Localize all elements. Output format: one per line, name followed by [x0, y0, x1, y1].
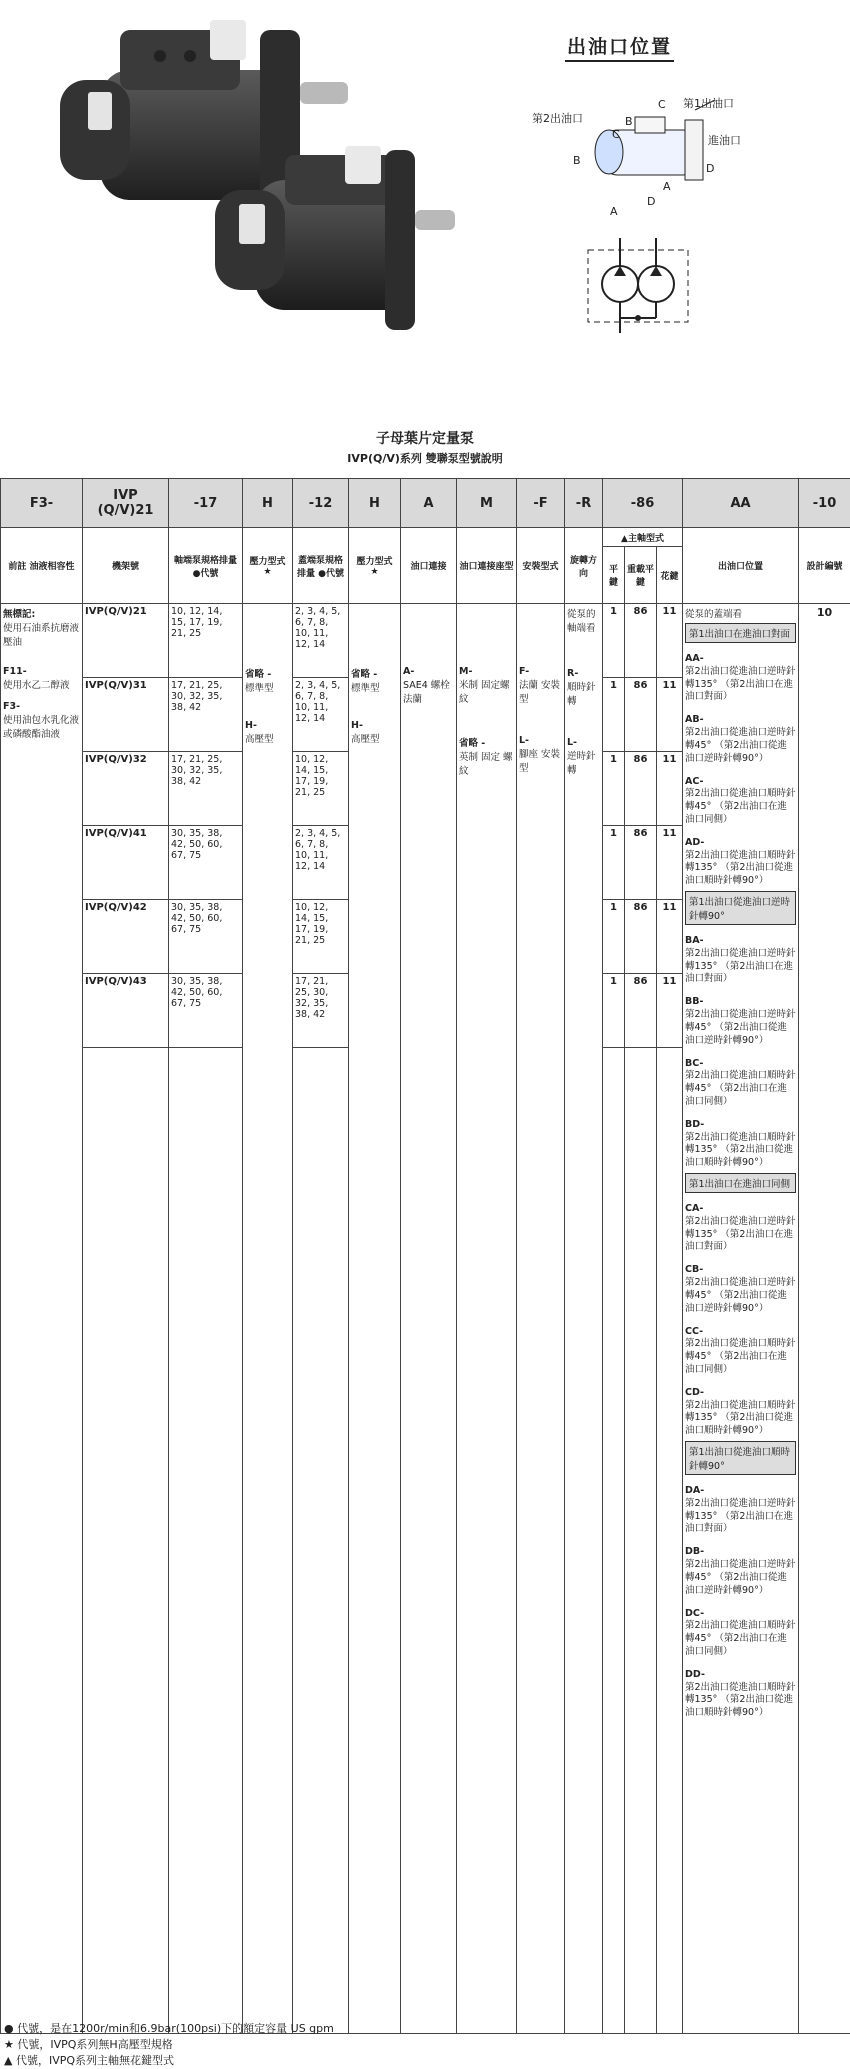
outlet-option-text: 第2出油口從進油口順時針轉135° （第2出油口從進油口順時針轉90°）: [685, 1131, 796, 1169]
pressure-1-high-code: H-: [245, 720, 257, 731]
outlet-option-text: 第2出油口從進油口順時針轉135° （第2出油口從進油口順時針轉90°）: [685, 1399, 796, 1437]
letter-a1: A: [663, 180, 671, 193]
mount-f-desc: 法蘭 安裝型: [519, 680, 561, 705]
fluid-n2: F11-: [3, 666, 27, 677]
code-outlet: AA: [683, 479, 799, 528]
outlet-option-code: CB-: [685, 1264, 704, 1276]
outlet-option: [685, 1058, 796, 1109]
code-fluid: F3-: [1, 479, 83, 528]
outlet-group-box: 第1出油口在進油口對面: [685, 623, 796, 643]
key-c-cell: 11: [657, 752, 683, 826]
outlet-option: [685, 1203, 796, 1254]
desc-frame: 機架號: [83, 528, 169, 604]
outlet-option-text: 第2出油口從進油口順時針轉45° （第2出油口在進油口同側）: [685, 1620, 796, 1657]
code-port-conn: A: [401, 479, 457, 528]
port-seat-m-code: M-: [459, 666, 473, 677]
key-c-cell: 11: [657, 604, 683, 678]
rotation-note: 從泵的軸端看: [567, 609, 596, 634]
key-a-cell: 1: [603, 900, 625, 974]
cover-disp-cell: 2, 3, 4, 5, 6, 7, 8, 10, 11, 12, 14: [293, 826, 349, 900]
desc-shaft-type: ▲主軸型式: [603, 528, 683, 547]
key-c-cell: 11: [657, 974, 683, 1048]
key-b-cell: 86: [625, 604, 657, 678]
code-mount: -F: [517, 479, 565, 528]
outlet-option: [685, 653, 796, 704]
outlet-option-text: 第2出油口從進油口順時針轉45° （第2出油口在進油口同側）: [685, 788, 796, 825]
mount-l-desc: 腳座 安裝型: [519, 749, 561, 774]
fluid-n1d: 使用石油系抗磨液壓油: [3, 623, 80, 648]
shaft-empty: [169, 1048, 243, 2034]
outlet-option-code: AD-: [685, 836, 705, 848]
port-conn-cell: [401, 604, 457, 2034]
code-design: -10: [799, 479, 850, 528]
desc-pressure-2: 壓力型式 ★: [349, 528, 401, 604]
pressure-2-high-code: H-: [351, 720, 363, 731]
outlet-option: [685, 714, 796, 765]
footnote-1: ● 代號，是在1200r/min和6.9bar(100psi)下的額定容量 US gpm: [4, 2022, 334, 2035]
outlet-option-code: DC-: [685, 1607, 705, 1619]
pressure-1-std-code: 省略 -: [245, 669, 272, 680]
outlet-option: [685, 776, 796, 827]
outlet-option-text: 第2出油口從進油口逆時針轉45° （第2出油口從進油口逆時針轉90°）: [685, 727, 796, 764]
shaft-disp-cell: 30, 35, 38, 42, 50, 60, 67, 75: [169, 974, 243, 1048]
outlet-option: [685, 1119, 796, 1170]
label-port2: 第2出油口: [532, 112, 583, 125]
footnote-3: ▲ 代號，IVPQ系列主軸無花鍵型式: [4, 2054, 175, 2067]
desc-key-b: 重載平鍵: [625, 547, 657, 604]
pressure-1-std: 標準型: [245, 683, 274, 694]
key-a-cell: 1: [603, 974, 625, 1048]
outlet-option: [685, 1546, 796, 1597]
outlet-option-code: DA-: [685, 1485, 705, 1496]
frame-cell: IVP(Q/V)43: [83, 974, 169, 1048]
mount-cell: [517, 604, 565, 2034]
shaft-disp-cell: 30, 35, 38, 42, 50, 60, 67, 75: [169, 900, 243, 974]
fluid-n3d: 使用油包水乳化液或磷酸酯油液: [3, 715, 80, 740]
code-shaft-type: -86: [603, 479, 683, 528]
key-b-cell: 86: [625, 826, 657, 900]
outlet-note: 從泵的蓋端看: [685, 609, 743, 620]
outlet-option: [685, 1387, 796, 1438]
code-port-seat: M: [457, 479, 517, 528]
caption-main: 子母葉片定量泵: [376, 431, 474, 447]
outlet-option-text: 第2出油口從進油口逆時針轉135° （第2出油口在進油口對面）: [685, 665, 796, 703]
cover-disp-cell: 10, 12, 14, 15, 17, 19, 21, 25: [293, 752, 349, 826]
outlet-option-code: AB-: [685, 714, 704, 726]
port-seat-s-desc: 英制 固定 螺紋: [459, 752, 513, 777]
outlet-option-text: 第2出油口從進油口逆時針轉135° （第2出油口在進油口對面）: [685, 1497, 796, 1535]
outlet-option-code: AA-: [685, 653, 704, 664]
port-seat-m-desc: 米制 固定螺紋: [459, 680, 510, 705]
outlet-option-text: 第2出油口從進油口順時針轉45° （第2出油口在進油口同側）: [685, 1338, 796, 1375]
pressure-1-high: 高壓型: [245, 734, 274, 745]
desc-rotation: 旋轉方向: [565, 528, 603, 604]
outlet-option-text: 第2出油口從進油口逆時針轉45° （第2出油口從進油口逆時針轉90°）: [685, 1277, 796, 1314]
outlet-option: [685, 837, 796, 888]
shaft-disp-cell: 30, 35, 38, 42, 50, 60, 67, 75: [169, 826, 243, 900]
label-port1: 第1出油口: [683, 97, 734, 110]
key-c-cell: 11: [657, 900, 683, 974]
frame-cell: IVP(Q/V)21: [83, 604, 169, 678]
code-shaft-disp: -17: [169, 479, 243, 528]
key-b-cell: 86: [625, 678, 657, 752]
outlet-option: [685, 996, 796, 1047]
outlet-option: [685, 935, 796, 986]
outlet-option-code: AC-: [685, 775, 704, 787]
code-cover-disp: -12: [293, 479, 349, 528]
outlet-option-code: CD-: [685, 1386, 704, 1398]
code-rotation: -R: [565, 479, 603, 528]
outlet-list: [685, 623, 796, 1720]
frame-cell: IVP(Q/V)41: [83, 826, 169, 900]
desc-key-a: 平鍵: [603, 547, 625, 604]
letter-c1: C: [658, 98, 666, 111]
shaft-disp-cell: 17, 21, 25, 30, 32, 35, 38, 42: [169, 678, 243, 752]
desc-fluid: 前註 油液相容性: [1, 528, 83, 604]
rotation-l-code: L-: [567, 737, 577, 748]
rotation-l-desc: 逆時針轉: [567, 751, 596, 776]
outlet-option: [685, 1485, 796, 1536]
frame-cell: IVP(Q/V)42: [83, 900, 169, 974]
key-c-empty: [657, 1048, 683, 2034]
key-a-cell: 1: [603, 826, 625, 900]
desc-pressure-1: 壓力型式 ★: [243, 528, 293, 604]
key-b-cell: 86: [625, 752, 657, 826]
frame-cell: IVP(Q/V)31: [83, 678, 169, 752]
key-c-cell: 11: [657, 678, 683, 752]
letter-a2: A: [610, 205, 618, 218]
key-b-cell: 86: [625, 974, 657, 1048]
desc-cover-disp: 蓋端泵規格排量 ●代號: [293, 528, 349, 604]
port-seat-s-code: 省略 -: [459, 738, 486, 749]
outlet-option-code: BD-: [685, 1118, 705, 1130]
design-no-cell: 10: [799, 604, 850, 2034]
key-a-empty: [603, 1048, 625, 2034]
key-a-cell: 1: [603, 678, 625, 752]
outlet-option: [685, 1669, 796, 1720]
cover-disp-cell: 2, 3, 4, 5, 6, 7, 8, 10, 11, 12, 14: [293, 604, 349, 678]
port-position-title: 出油口位置: [565, 32, 674, 62]
letter-d1: D: [706, 162, 715, 175]
port-seat-cell: [457, 604, 517, 2034]
shaft-disp-cell: 17, 21, 25, 30, 32, 35, 38, 42: [169, 752, 243, 826]
fluid-n2d: 使用水乙二醇液: [3, 680, 70, 691]
outlet-option-text: 第2出油口從進油口逆時針轉45° （第2出油口從進油口逆時針轉90°）: [685, 1559, 796, 1596]
outlet-group-box: 第1出油口從進油口順時針轉90°: [685, 1441, 796, 1475]
letter-b2: B: [573, 154, 581, 167]
hydraulic-symbol: [580, 238, 700, 333]
outlet-option-code: CA-: [685, 1203, 704, 1214]
desc-mount: 安裝型式: [517, 528, 565, 604]
code-pressure-1: H: [243, 479, 293, 528]
outlet-option: [685, 1326, 796, 1377]
pressure-2-std-code: 省略 -: [351, 669, 378, 680]
desc-shaft-disp: 軸端泵規格排量 ●代號: [169, 528, 243, 604]
port-conn-desc: SAE4 螺栓法蘭: [403, 680, 450, 705]
outlet-option-code: DB-: [685, 1546, 705, 1558]
outlet-option-text: 第2出油口從進油口順時針轉135° （第2出油口從進油口順時針轉90°）: [685, 1681, 796, 1719]
outlet-option-code: BC-: [685, 1057, 704, 1069]
key-a-cell: 1: [603, 752, 625, 826]
cover-disp-cell: 10, 12, 14, 15, 17, 19, 21, 25: [293, 900, 349, 974]
pressure-2-cell: [349, 604, 401, 2034]
pressure-2-std: 標準型: [351, 683, 380, 694]
desc-design: 設計編號: [799, 528, 850, 604]
fluid-cell: [1, 604, 83, 2034]
pressure-1-cell: [243, 604, 293, 2034]
port-conn-code: A-: [403, 666, 415, 677]
key-b-empty: [625, 1048, 657, 2034]
label-inlet: 進油口: [708, 134, 741, 147]
outlet-cell: [683, 604, 799, 2034]
letter-b1: B: [625, 115, 633, 128]
outlet-option-text: 第2出油口從進油口逆時針轉135° （第2出油口在進油口對面）: [685, 1215, 796, 1253]
outlet-group-box: 第1出油口從進油口逆時針轉90°: [685, 891, 796, 925]
hero-section: [0, 0, 850, 470]
pressure-2-high: 高壓型: [351, 734, 380, 745]
mount-l-code: L-: [519, 735, 529, 746]
desc-outlet: 出油口位置: [683, 528, 799, 604]
outlet-option-text: 第2出油口從進油口逆時針轉45° （第2出油口從進油口逆時針轉90°）: [685, 1009, 796, 1046]
frame-cell: IVP(Q/V)32: [83, 752, 169, 826]
footnote-2: ★ 代號，IVPQ系列無H高壓型規格: [4, 2038, 173, 2051]
outlet-option: [685, 1264, 796, 1315]
outlet-option-code: DD-: [685, 1668, 705, 1680]
outlet-option: [685, 1608, 796, 1659]
model-code-table: [0, 478, 850, 2034]
pump-photo-2: [215, 140, 545, 340]
outlet-option-code: BB-: [685, 996, 704, 1008]
outlet-option-text: 第2出油口從進油口順時針轉45° （第2出油口在進油口同側）: [685, 1070, 796, 1107]
rotation-cell: [565, 604, 603, 2034]
outlet-group-box: 第1出油口在進油口同側: [685, 1173, 796, 1193]
fluid-n1: 無標記:: [3, 609, 36, 620]
letter-d2: D: [647, 195, 656, 208]
code-frame: IVP (Q/V)21: [83, 479, 169, 528]
outlet-option-text: 第2出油口從進油口逆時針轉135° （第2出油口在進油口對面）: [685, 947, 796, 985]
desc-port-seat: 油口連接座型: [457, 528, 517, 604]
desc-key-c: 花鍵: [657, 547, 683, 604]
shaft-disp-cell: 10, 12, 14, 15, 17, 19, 21, 25: [169, 604, 243, 678]
desc-port-conn: 油口連接: [401, 528, 457, 604]
rotation-r-code: R-: [567, 668, 579, 679]
cover-disp-cell: 17, 21, 25, 30, 32, 35, 38, 42: [293, 974, 349, 1048]
outlet-option-code: BA-: [685, 935, 704, 946]
fluid-n3: F3-: [3, 701, 21, 712]
code-pressure-2: H: [349, 479, 401, 528]
mount-f-code: F-: [519, 666, 530, 677]
frame-empty: [83, 1048, 169, 2034]
cover-disp-cell: 2, 3, 4, 5, 6, 7, 8, 10, 11, 12, 14: [293, 678, 349, 752]
outlet-option-code: CC-: [685, 1325, 704, 1337]
outlet-option-text: 第2出油口從進油口順時針轉135° （第2出油口從進油口順時針轉90°）: [685, 849, 796, 887]
key-c-cell: 11: [657, 826, 683, 900]
caption-sub: IVP(Q/V)系列 雙聯泵型號說明: [347, 452, 503, 465]
key-b-cell: 86: [625, 900, 657, 974]
cover-empty: [293, 1048, 349, 2034]
letter-c2: C: [612, 128, 620, 141]
rotation-r-desc: 順時針轉: [567, 682, 596, 707]
key-a-cell: 1: [603, 604, 625, 678]
